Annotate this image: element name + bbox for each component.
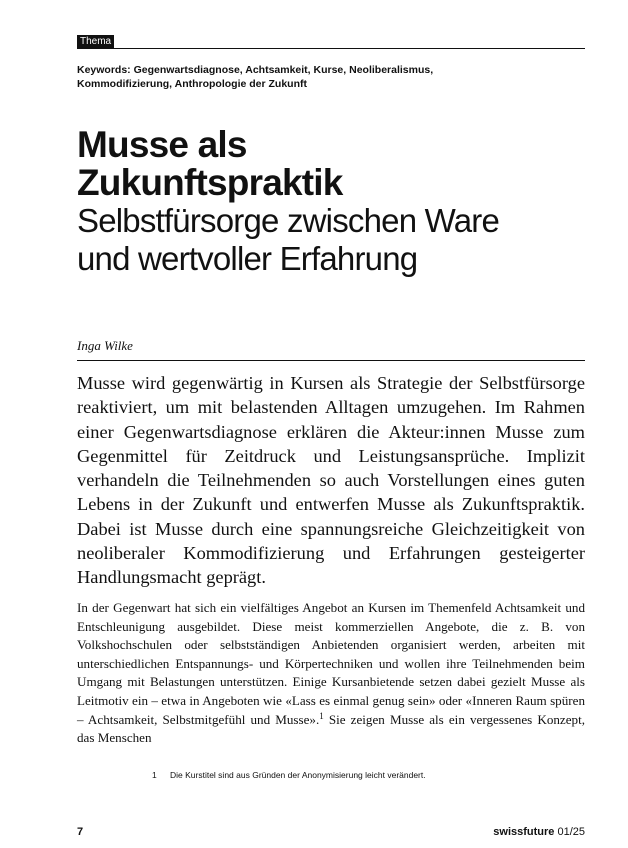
author-divider	[77, 360, 585, 361]
keywords-line-2: Kommodifizierung, Anthropologie der Zukunft	[77, 78, 308, 90]
subtitle-line-1: Selbstfürsorge zwischen Ware	[77, 202, 500, 239]
body-text: In der Gegenwart hat sich ein vielfältiges Angebot an Kursen im Themenfeld Achtsamkeit und Entschleunigung ausgebildet. Diese meist kommerziellen Angebote, die z. B. von Volkshochschulen oder selbstständigen Anbietenden organisiert werden, arbeiten mit unterschiedlichen Entspannungs- und Körpertechniken und wollen ihre Teilnehmenden beim Umgang mit Belastungen unterstützen. Einige Kursanbietende setzen dabei gezielt Musse als Leitmotiv ein – etwa in Angeboten wie «Lass es einmal genug sein» oder «Inneren Raum spüren – Achtsamkeit, Selbstmitgefühl und Musse».	[77, 600, 585, 727]
author-name: Inga Wilke	[77, 338, 133, 353]
section-tag: Thema	[77, 35, 114, 48]
article-title	[77, 126, 597, 202]
footnote	[152, 769, 426, 781]
journal-brand	[493, 826, 585, 838]
article-subtitle	[77, 202, 607, 278]
footnote-reference[interactable]: 1	[319, 710, 324, 721]
footnote-number: 1	[152, 770, 157, 780]
title-line-2: Zukunftspraktik	[77, 162, 343, 203]
body-paragraph	[77, 599, 585, 748]
title-line-1: Musse als	[77, 124, 247, 165]
abstract: Musse wird gegenwärtig in Kursen als Strategie der Selbstfürsorge reaktiviert, um mit belastenden Alltagen umzugehen. Im Rahmen einer Gegenwartsdiagnose erklären die Akteur:innen Musse zum Gegenmittel für Zeitdruck und Leistungsansprüche. Implizit verhandeln die Teilnehmenden so auch Vorstellungen eines guten Lebens in der Zukunft und entwerfen Musse als Zukunftspraktik. Dabei ist Musse durch eine spannungsreiche Gleichzeitigkeit von neoliberaler Kommodifizierung und Erfahrungen gesteigerter Handlungsmacht geprägt.	[77, 373, 585, 588]
page-number: 7	[77, 826, 84, 838]
keywords	[77, 63, 585, 91]
body-text-continued: Sie zeigen Musse als ein vergessenes Konzept, das Menschen	[77, 711, 585, 746]
footnote-text: Die Kurstitel sind aus Gründen der Anonymisierung leicht verändert.	[170, 770, 426, 780]
subtitle-line-2: und wertvoller Erfahrung	[77, 240, 418, 277]
brand-name: swissfuture	[493, 826, 555, 838]
issue-number: 01/25	[557, 826, 585, 838]
keywords-line-1: Keywords: Gegenwartsdiagnose, Achtsamkeit, Kurse, Neoliberalismus,	[77, 64, 434, 76]
header-divider	[77, 48, 585, 49]
